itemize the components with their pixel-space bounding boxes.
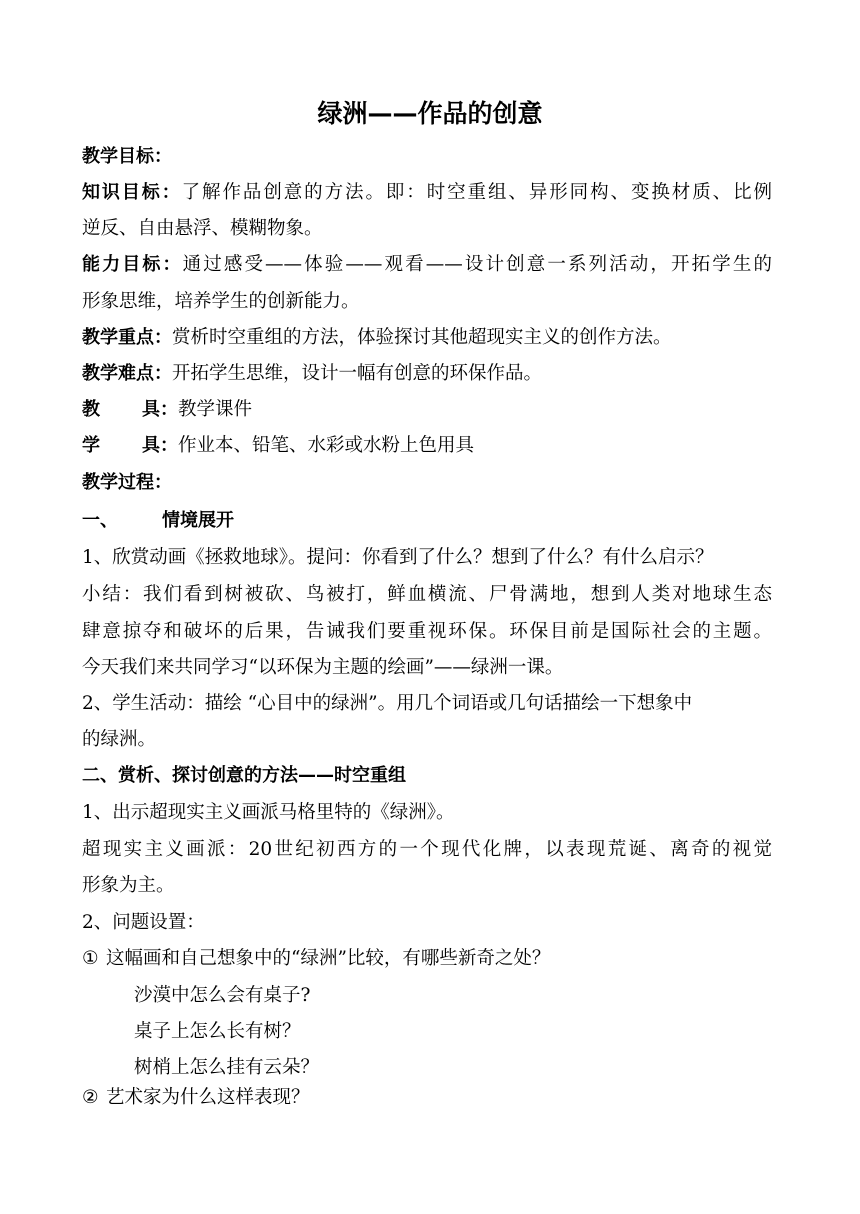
section-1-number: 一、 bbox=[82, 510, 118, 531]
ability-objective-line-2: 形象思维，培养学生的创新能力。 bbox=[82, 291, 360, 312]
learning-aid-label-b: 具： bbox=[142, 435, 178, 456]
key-point-label: 教学重点： bbox=[82, 327, 172, 348]
section-2-heading bbox=[82, 758, 772, 794]
ability-objective-line-1 bbox=[82, 247, 772, 283]
ability-objective-text-1: 通过感受——体验——观看——设计创意一系列活动，开拓学生的 bbox=[182, 254, 772, 275]
knowledge-objective-text-1: 了解作品创意的方法。即：时空重组、异形同构、变换材质、比例 bbox=[181, 182, 772, 203]
question-1-sub-3: 树梢上怎么挂有云朵？ bbox=[134, 1057, 320, 1078]
process-heading-text: 教学过程： bbox=[82, 472, 172, 493]
difficulty-line bbox=[82, 356, 772, 392]
question-1-sub-1: 沙漠中怎么会有桌子? bbox=[134, 985, 311, 1006]
section-2-paragraph-1: 1、出示超现实主义画派马格里特的《绿洲》。 bbox=[82, 802, 455, 823]
page-title: 绿洲——作品的创意 bbox=[317, 99, 543, 128]
question-1-sub-2: 桌子上怎么长有树？ bbox=[134, 1021, 301, 1042]
question-2 bbox=[82, 1080, 772, 1116]
objectives-heading bbox=[82, 139, 772, 175]
teaching-aid-line bbox=[82, 392, 772, 428]
learning-aid-line bbox=[82, 428, 772, 464]
ability-objective-label: 能力目标： bbox=[82, 254, 183, 275]
section-1-summary-line-1: 小结：我们看到树被砍、鸟被打，鲜血横流、尸骨满地，想到人类对地球生态 bbox=[82, 584, 772, 605]
section-2-title: 二、赏析、探讨创意的方法——时空重组 bbox=[82, 765, 406, 786]
section-2-surrealism-line-1: 超现实主义画派：20世纪初西方的一个现代化牌，以表现荒诞、离奇的视觉 bbox=[82, 839, 772, 860]
teaching-aid-label-b: 具： bbox=[142, 399, 178, 420]
section-1-heading bbox=[82, 503, 772, 539]
section-2-questions-heading: 2、问题设置： bbox=[82, 912, 205, 933]
difficulty-label: 教学难点： bbox=[82, 363, 172, 384]
difficulty-text: 开拓学生思维，设计一幅有创意的环保作品。 bbox=[172, 363, 543, 384]
section-1-paragraph-1: 1、欣赏动画《拯救地球》。提问：你看到了什么？想到了什么？有什么启示？ bbox=[82, 547, 714, 568]
question-1-text: 这幅画和自己想象中的“绿洲”比较，有哪些新奇之处？ bbox=[106, 948, 551, 969]
question-1-marker: ① bbox=[82, 948, 99, 969]
teaching-aid-label-a: 教 bbox=[82, 399, 100, 420]
key-point-text: 赏析时空重组的方法，体验探讨其他超现实主义的创作方法。 bbox=[172, 327, 672, 348]
key-point-line bbox=[82, 320, 772, 356]
learning-aid-text: 作业本、铅笔、水彩或水粉上色用具 bbox=[178, 435, 475, 456]
knowledge-objective-label: 知识目标： bbox=[82, 182, 182, 203]
teaching-aid-text: 教学课件 bbox=[178, 399, 253, 420]
knowledge-objective-line-1 bbox=[82, 175, 772, 211]
question-2-text: 艺术家为什么这样表现？ bbox=[106, 1087, 310, 1108]
section-1-summary-line-3: 今天我们来共同学习“以环保为主题的绘画”——绿洲一课。 bbox=[82, 657, 564, 678]
section-1-title: 情境展开 bbox=[162, 510, 234, 531]
process-heading bbox=[82, 465, 772, 501]
question-1 bbox=[82, 941, 772, 977]
section-2-surrealism-line-2: 形象为主。 bbox=[82, 875, 175, 896]
section-1-activity-line-1: 2、学生活动：描绘 “心目中的绿洲”。用几个词语或几句话描绘一下想象中 bbox=[82, 693, 693, 714]
section-1-activity-line-2: 的绿洲。 bbox=[82, 729, 157, 750]
learning-aid-label-a: 学 bbox=[82, 435, 100, 456]
knowledge-objective-line-2: 逆反、自由悬浮、模糊物象。 bbox=[82, 218, 323, 239]
question-2-marker: ② bbox=[82, 1087, 99, 1108]
section-1-summary-line-2: 肆意掠夺和破坏的后果，告诫我们要重视环保。环保目前是国际社会的主题。 bbox=[82, 621, 772, 642]
objectives-heading-text: 教学目标： bbox=[82, 146, 172, 167]
